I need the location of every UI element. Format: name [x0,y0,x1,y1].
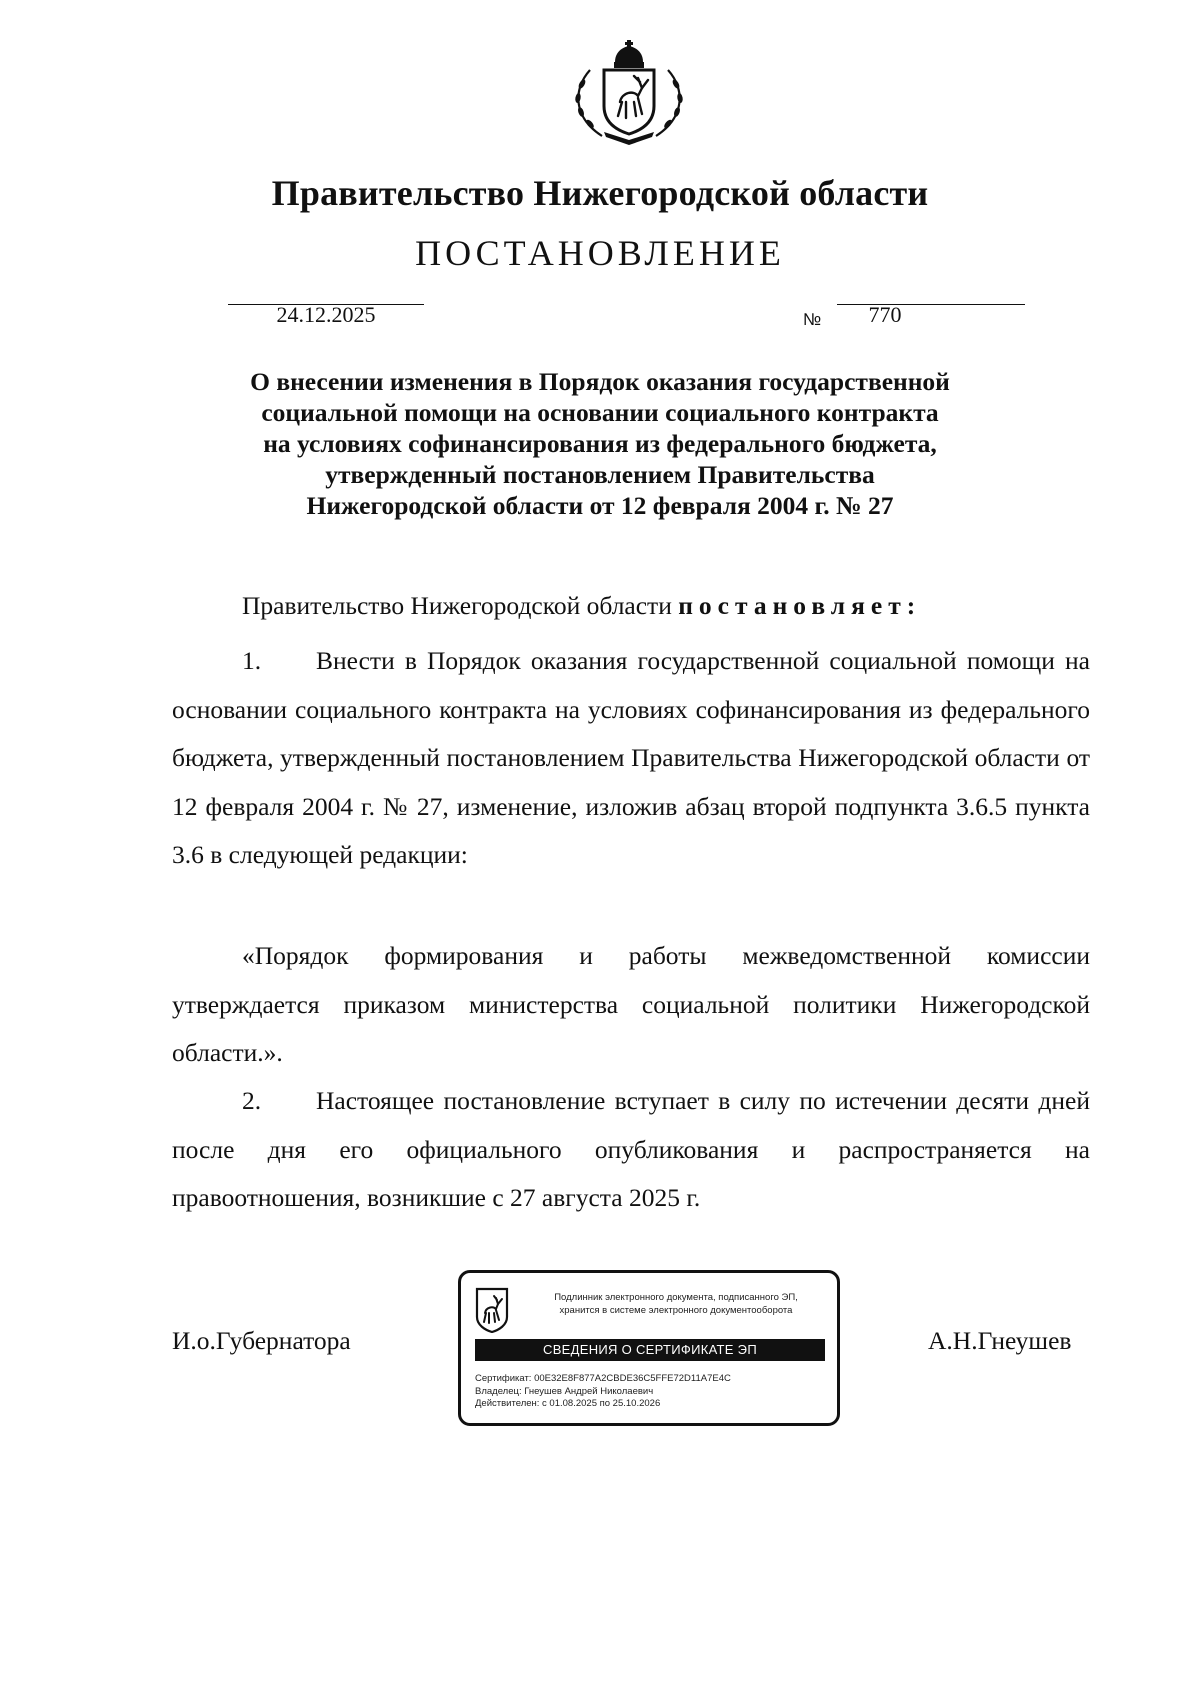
signer-position: И.о.Губернатора [172,1326,351,1355]
ep-note-line: хранится в системе электронного документооборота [559,1305,793,1316]
subject-line: социальной помощи на основании социального контракта [261,398,939,427]
ep-note-line: Подлинник электронного документа, подписанного ЭП, [554,1292,798,1303]
document-date: 24.12.2025 [276,302,376,327]
document-number: 770 [868,302,902,327]
ep-certificate-header: СВЕДЕНИЯ О СЕРТИФИКАТЕ ЭП [475,1339,825,1361]
subject-line: утвержденный постановлением Правительства [325,460,875,489]
subject-line: Нижегородской области от 12 февраля 2004 г. № 27 [306,491,894,520]
ep-storage-note [531,1291,821,1317]
resolution-item-1 [172,637,1090,880]
number-sign: № [803,310,822,329]
ep-certificate-id: Сертификат: 00E32E8F877A2CBDE36C5FFE72D11A7E4C [475,1373,731,1384]
quoted-paragraph [172,932,1090,1078]
document-subject [160,366,1040,521]
resolution-item-2 [172,1077,1090,1223]
subject-line: на условиях софинансирования из федерального бюджета, [263,429,937,458]
intro-verb: постановляет: [678,591,922,620]
signer-name: А.Н.Гнеушев [928,1326,1072,1355]
resolution-intro [242,591,921,621]
subject-line: О внесении изменения в Порядок оказания государственной [250,367,950,396]
intro-prefix: Правительство Нижегородской области [242,591,672,620]
coat-of-arms-emblem [568,40,690,146]
quote-text: «Порядок формирования и работы межведомственной комиссии утверждается приказом министерства социальной политики Нижегородской области.». [172,941,1090,1067]
document-type: ПОСТАНОВЛЕНИЕ [415,233,785,273]
item-text: Настоящее постановление вступает в силу по истечении десяти дней после дня его официального опубликования и распространяется на правоотношения, возникшие с 27 августа 2025 г. [172,1086,1090,1212]
government-title: Правительство Нижегородской области [271,173,929,213]
ep-validity: Действителен: с 01.08.2025 по 25.10.2026 [475,1398,661,1409]
electronic-signature-stamp [458,1270,840,1426]
item-number: 2. [242,1086,262,1115]
item-text: Внести в Порядок оказания государственной социальной помощи на основании социального контракта на условиях софинансирования из федерального бюджета, утвержденный постановлением Правительства Нижегородской области от 12 февраля 2004 г. № 27, изменение, изложив абзац второй подпункта 3.6.5 пункта 3.6 в следующей редакции: [172,646,1090,869]
region-shield-icon [475,1287,509,1333]
ep-owner: Владелец: Гнеушев Андрей Николаевич [475,1385,654,1397]
item-number: 1. [242,646,262,675]
ep-certificate-details [475,1373,731,1411]
